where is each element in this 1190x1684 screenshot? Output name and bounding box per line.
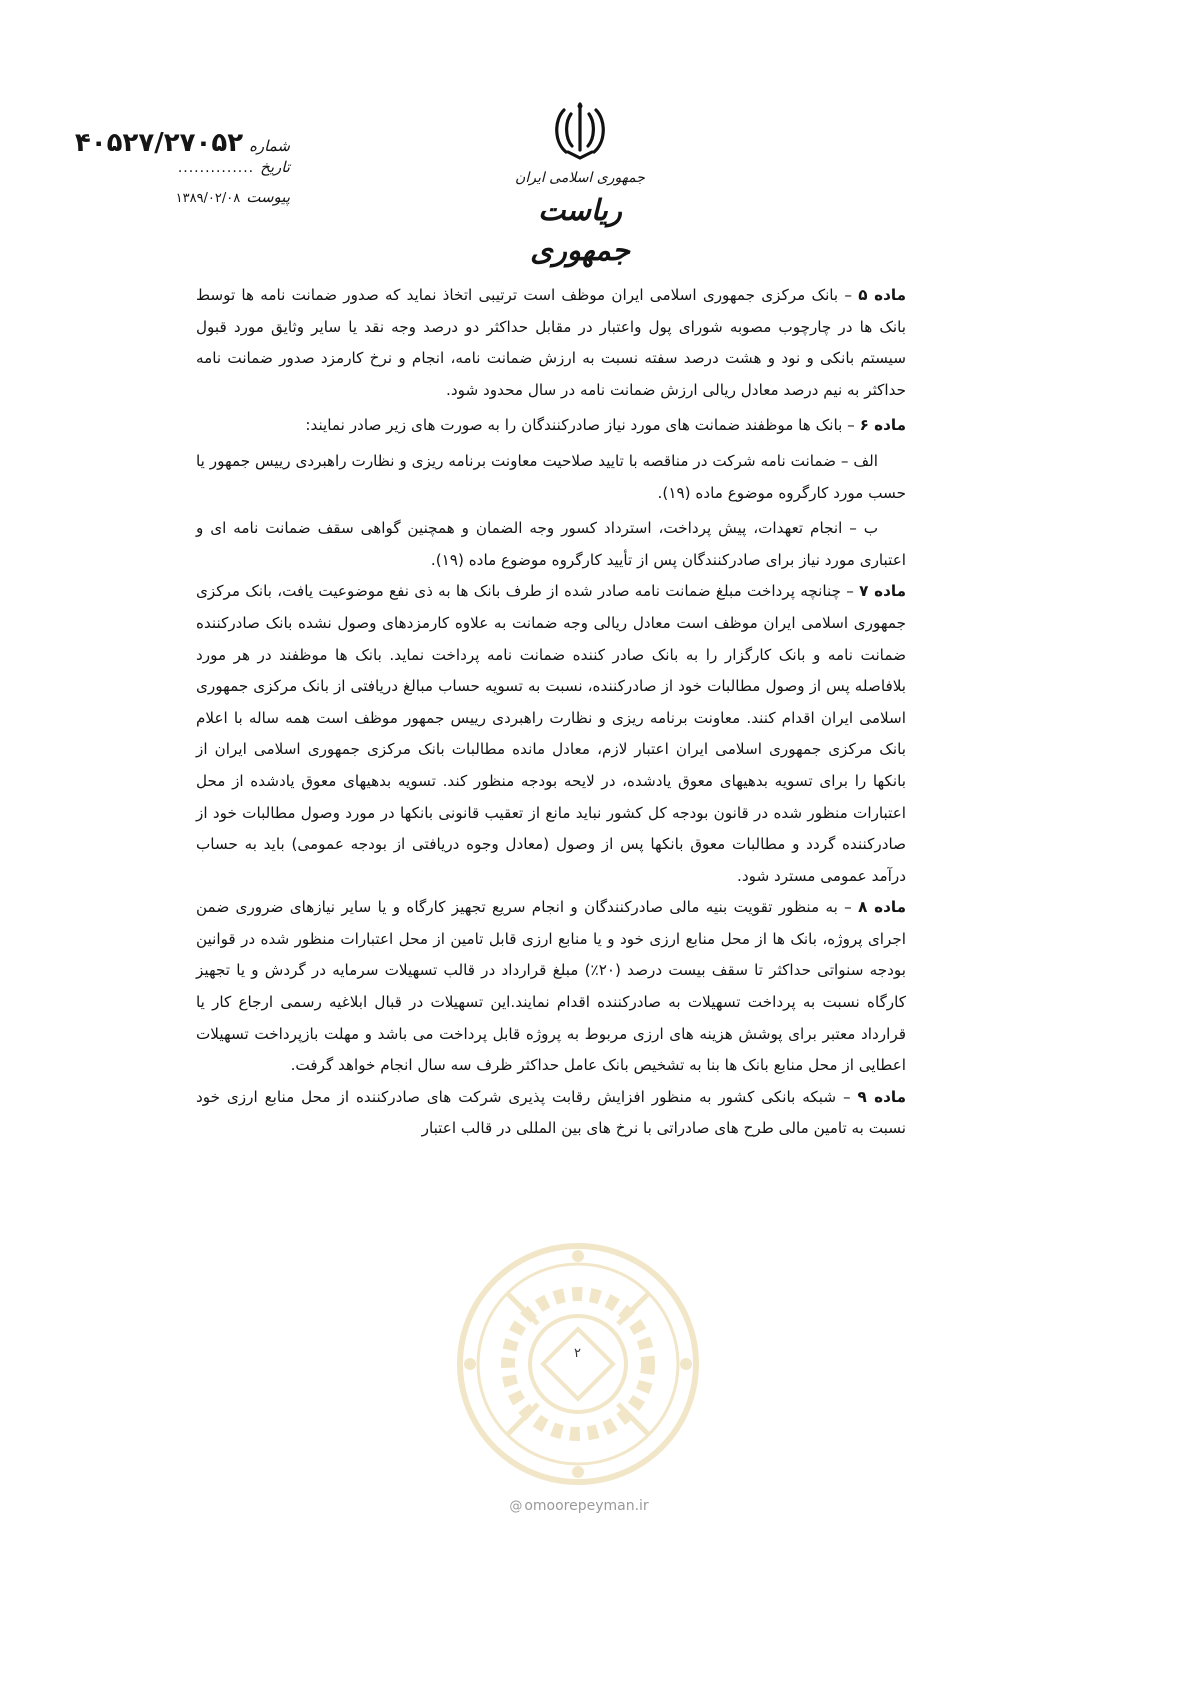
meta-attachment-row <box>110 188 290 218</box>
letterhead <box>500 168 660 270</box>
site-credit <box>464 1498 694 1514</box>
article-6-title: ماده ۶ <box>859 416 906 435</box>
article-9-title: ماده ۹ <box>857 1087 906 1106</box>
number-value: ۴۰۵۲۷/۲۷۰۵۲ <box>74 128 244 158</box>
presidency-title: ریاست جمهوری <box>530 193 630 267</box>
article-5-text: – بانک مرکزی جمهوری اسلامی ایران موظف است ترتیبی اتخاذ نماید که صدور ضمانت نامه ها توسط بانک ها در چارچوب مصوبه شورای پول واعتبار در مقابل حداکثر دو درصد وجه نقد یا سایر وثایق مورد قبول سیستم بانکی و نود و هشت درصد سفته نسبت به ارزش ضمانت نامه، انجام و نرخ کارمزد صدور ضمانت نامه حداکثر به نیم درصد معادل ریالی ارزش ضمانت نامه در سال محدود شود. <box>196 286 906 399</box>
page-number: ۲ <box>574 1346 581 1361</box>
article-6-clause-be: ب – انجام تعهدات، پیش پرداخت، استرداد کسور وجه الضمان و همچنین گواهی سقف ضمانت نامه ای و اعتباری مورد نیاز برای صادرکنندگان پس از تأیید کارگروه موضوع ماده (۱۹). <box>196 519 906 569</box>
article-8 <box>196 892 906 1082</box>
date-label: تاریخ <box>260 158 290 176</box>
article-7-text: – چنانچه پرداخت مبلغ ضمانت نامه صادر شده از طرف بانک ها به ذی نفع موضوعیت یافت، بانک مرکزی جمهوری اسلامی ایران موظف است معادل ریالی وجه ضمانت به علاوه کارمزدهای وصول نشده بانک صادرکننده ضمانت نامه و بانک کارگزار را به بانک صادر کننده ضمانت نامه پرداخت نماید. بانک ها موظفند در هر مورد بلافاصله پس از وصول مطالبات خود از صادرکننده، نسبت به تسویه حساب مبالغ دریافتی از بانک مرکزی جمهوری اسلامی ایران اقدام کنند. معاونت برنامه ریزی و نظارت راهبردی رییس جمهور موظف است همه ساله با اعلام بانک مرکزی جمهوری اسلامی ایران اعتبار لازم، معادل مانده مطالبات بانک مرکزی جمهوری اسلامی ایران از بانکها را برای تسویه بدهیهای معوق یادشده، در لایحه بودجه منظور کند. تسویه بدهیهای معوق یادشده از محل اعتبارات منظور شده در قانون بودجه کل کشور نباید مانع از تعقیب قانونی بانکها در مورد وصول مطالبات خود از صادرکننده گردد و مطالبات معوق بانکها پس از وصول (معادل وجوه دریافتی از بودجه عمومی) باید به حساب درآمد عمومی مسترد شود. <box>196 582 906 885</box>
republic-name: جمهوری اسلامی ایران <box>515 170 645 186</box>
iran-emblem-icon <box>550 100 610 162</box>
meta-date-row <box>110 158 290 188</box>
article-6 <box>196 410 906 442</box>
document-body <box>196 280 906 1145</box>
article-7 <box>196 576 906 892</box>
article-8-text: – به منظور تقویت بنیه مالی صادرکنندگان و انجام سریع تجهیز کارگاه و یا سایر نیازهای ضروری ضمن اجرای پروژه، بانک ها از محل منابع ارزی خود و یا منابع ارزی قابل تامین از محل اعتبارات منظور شده در قوانین بودجه سنواتی حداکثر تا سقف بیست درصد (۲۰٪) مبلغ قرارداد در قالب تسهیلات سرمایه در گردش و یا تجهیز کارگاه نسبت به پرداخت تسهیلات به صادرکننده اقدام نمایند.این تسهیلات در قبال ابلاغیه رسمی ارجاع کار یا قرارداد معتبر برای پوشش هزینه های ارزی مربوط به پروژه قابل پرداخت می باشد و مهلت بازپرداخت تسهیلات اعطایی از محل منابع بانک ها بنا به تشخیص بانک عامل حداکثر ظرف سه سال انجام خواهد گرفت. <box>196 898 906 1075</box>
site-url: omoorepeyman.ir <box>524 1498 649 1514</box>
article-9-text: – شبکه بانکی کشور به منظور افزایش رقابت پذیری شرکت های صادرکننده از محل منابع ارزی خود نسبت به تامین مالی طرح های صادراتی با نرخ های بین المللی در قالب اعتبار <box>196 1087 906 1138</box>
article-6-text: – بانک ها موظفند ضمانت های مورد نیاز صادرکنندگان را به صورت های زیر صادر نمایند: <box>305 416 855 435</box>
seal-watermark-icon <box>448 1234 708 1494</box>
article-5 <box>196 280 906 406</box>
attachment-value: ۱۳۸۹/۰۲/۰۸ <box>175 191 241 206</box>
article-6-clause-alef: الف – ضمانت نامه شرکت در مناقصه با تایید صلاحیت معاونت برنامه ریزی و نظارت راهبردی رییس جمهور یا حسب مورد کارگروه موضوع ماده (۱۹). <box>196 451 906 502</box>
article-9 <box>196 1082 906 1145</box>
number-label: شماره <box>249 137 290 155</box>
article-5-title: ماده ۵ <box>858 286 907 304</box>
article-7-title: ماده ۷ <box>859 582 907 601</box>
article-8-title: ماده ۸ <box>858 898 907 917</box>
meta-number-row <box>74 128 290 158</box>
attachment-label: پیوست <box>246 188 290 206</box>
letter-meta <box>74 128 290 218</box>
date-value: .............. <box>177 160 255 176</box>
at-sign-icon: @ <box>509 1499 523 1514</box>
